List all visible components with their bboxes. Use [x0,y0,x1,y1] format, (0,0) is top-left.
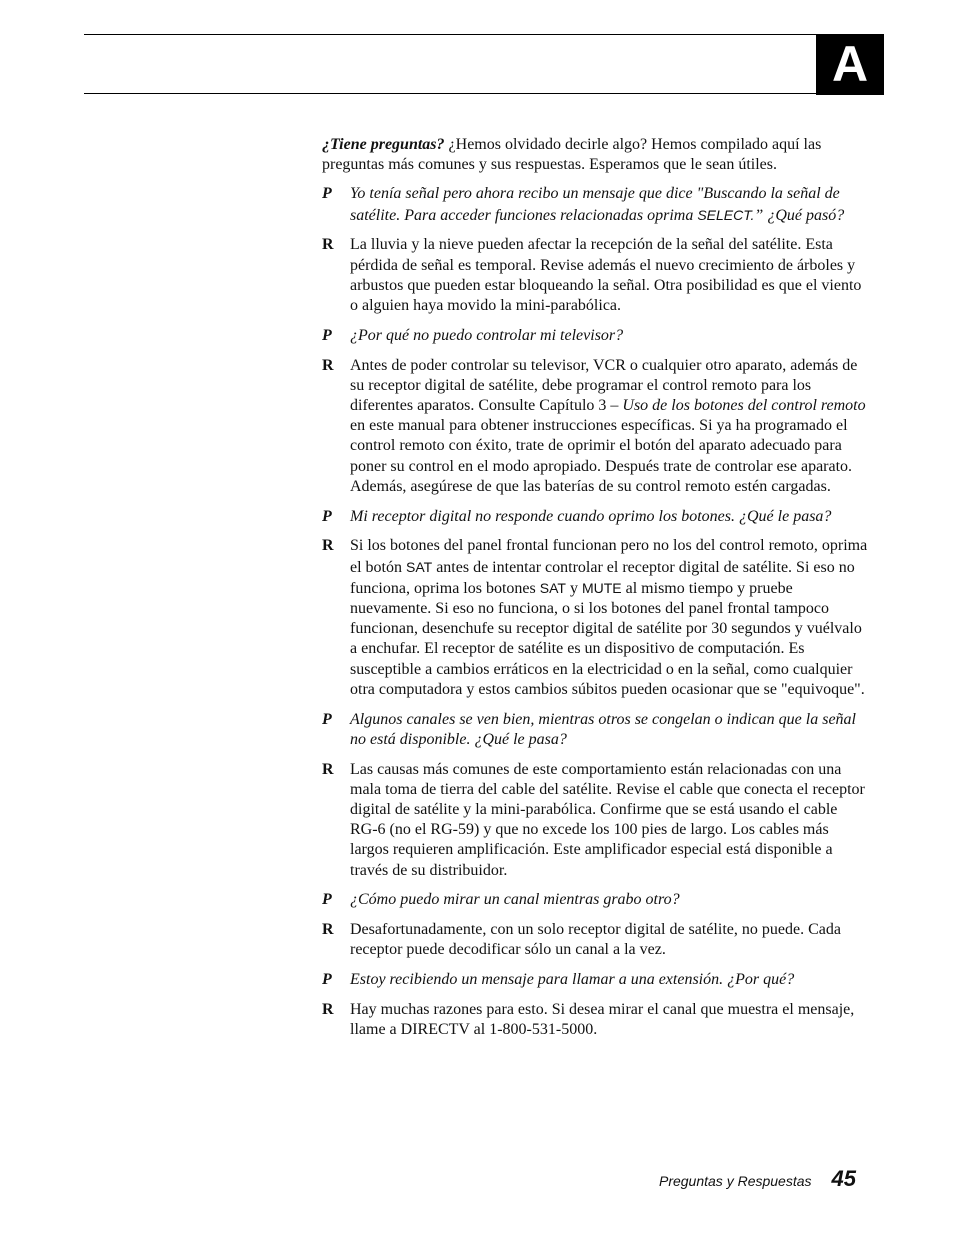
header-top-rule [84,34,817,35]
page-footer [659,1166,856,1192]
answer-2 [322,356,868,497]
question-text: ¿Cómo puedo mirar un canal mientras grabo otro? [350,891,680,909]
answer-text: Antes de poder controlar su televisor, VCR o cualquier otro aparato, además de su receptor digital de satélite, debe programar el control remoto para los diferentes aparatos. Consulte Capítulo 3 – Uso de los botones del control remoto en este manual para obtener instrucciones específicas. Si ya ha programado el control remoto con éxito, trate de oprimir el botón del aparato adecuado para poner su control en el modo apropiado. Después trate de controlar ese aparato. Además, asegúrese de que las baterías de su control remoto estén cargadas. [350,356,866,495]
question-text: Algunos canales se ven bien, mientras otros se congelan o indican que la señal no está disponible. ¿Qué le pasa? [350,710,856,748]
question-marker: P [322,185,332,203]
intro-text: ¿Hemos olvidado decirle algo? Hemos compilado aquí las preguntas más comunes y sus respuestas. Esperamos que le sean útiles. [322,136,822,174]
answer-marker: R [322,921,334,939]
answer-3 [322,536,868,700]
question-2 [322,326,868,346]
question-4 [322,710,868,750]
question-text: ¿Por qué no puedo controlar mi televisor? [350,326,624,344]
answer-1 [322,235,868,316]
answer-marker: R [322,356,334,374]
question-1 [322,184,868,225]
question-3 [322,507,868,527]
key-sat: SAT [406,558,433,575]
answer-6 [322,1000,868,1040]
intro-paragraph [322,135,868,175]
question-text: Mi receptor digital no responde cuando oprimo los botones. ¿Qué le pasa? [350,507,832,525]
answer-5 [322,920,868,960]
answer-marker: R [322,1001,334,1019]
question-text: Yo tenía señal pero ahora recibo un mensaje que dice "Buscando la señal de satélite. Para acceder funciones relacionadas oprima SELECT.” ¿Qué pasó? [350,185,845,224]
question-text: Estoy recibiendo un mensaje para llamar a una extensión. ¿Por qué? [350,971,795,989]
header-bottom-rule [84,93,817,94]
question-marker: P [322,891,332,909]
answer-marker: R [322,537,334,555]
page-number: 45 [831,1166,856,1191]
answer-text: Si los botones del panel frontal funcionan pero no los del control remoto, oprima el botón SAT antes de intentar controlar el receptor digital de satélite. Si eso no funciona, oprima los botones SAT y MUTE al mismo tiempo y pruebe nuevamente. Si eso no funciona, o si los botones del panel frontal tampoco funcionan, desenchufe su receptor digital de satélite por 30 segundos y vuélvalo a enchufar. El receptor de satélite es un dispositivo de computación. Es susceptible a cambios erráticos en la electricidad o en la señal, como cualquier otra computadora y estos cambios súbitos pueden ocasionar que se "equivoque". [350,537,868,698]
question-5 [322,890,868,910]
question-marker: P [322,507,332,525]
key-sat: SAT [539,579,566,596]
answer-4 [322,760,868,881]
faq-content [322,135,868,1050]
question-marker: P [322,326,332,344]
intro-lead: ¿Tiene preguntas? [322,136,445,153]
key-mute: MUTE [581,579,622,596]
answer-text: Desafortunadamente, con un solo receptor digital de satélite, no puede. Cada receptor puede decodificar sólo un canal a la vez. [350,921,841,959]
footer-section-title: Preguntas y Respuestas [658,1173,812,1189]
question-marker: P [322,971,332,989]
question-6 [322,970,868,990]
answer-text: La lluvia y la nieve pueden afectar la recepción de la señal del satélite. Esta pérdida de señal es temporal. Revise además el nuevo crecimiento de árboles y arbustos que pueden estar bloqueando la señal. Otra posibilidad es que el viento o alguien haya movido la mini-parabólica. [350,236,862,315]
appendix-tab: A [816,34,884,95]
question-marker: P [322,710,332,728]
chapter-reference: Uso de los botones del control remoto [622,397,866,415]
key-select: SELECT. [697,206,755,223]
answer-text: Las causas más comunes de este comportamiento están relacionadas con una mala toma de tierra del cable del satélite. Revise el cable que conecta el receptor digital de satélite y la mini-parabólica. Confirme que se está usando el cable RG-6 (no el RG-59) y que no excede los 100 pies de largo. Los cables más largos requieren amplificación. Este amplificador especial está disponible a través de su distribuidor. [350,760,865,879]
answer-marker: R [322,236,334,254]
answer-marker: R [322,760,334,778]
answer-text: Hay muchas razones para esto. Si desea mirar el canal que muestra el mensaje, llame a DIRECTV al 1-800-531-5000. [350,1001,855,1039]
